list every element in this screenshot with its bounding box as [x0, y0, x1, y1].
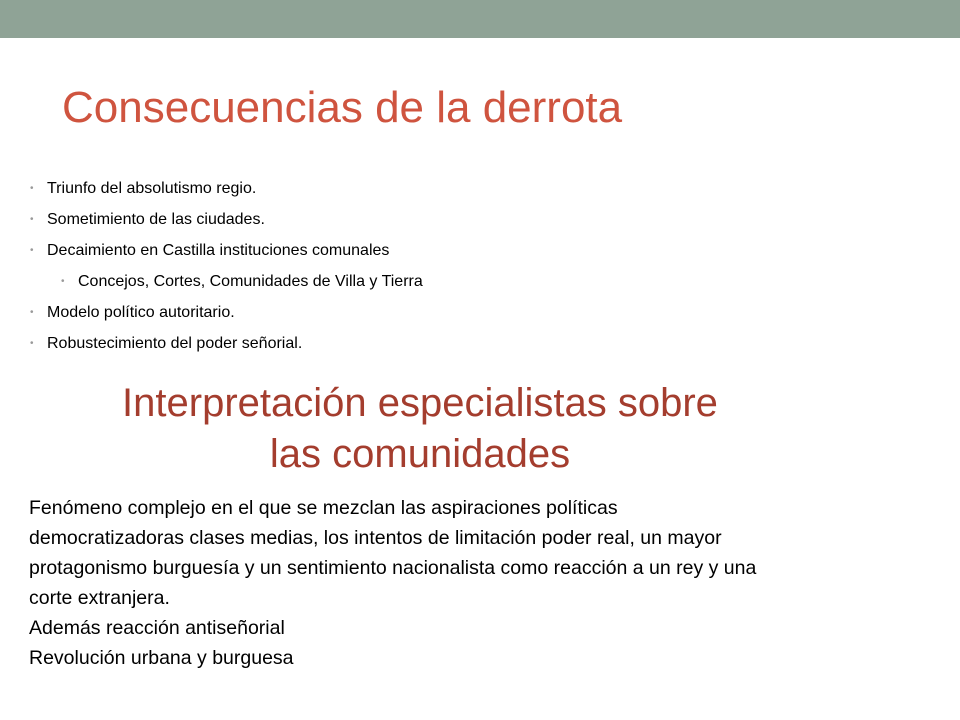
bullet-dot-icon: • [61, 276, 65, 287]
section-heading-line: Interpretación especialistas sobre [122, 381, 718, 425]
bullet-list [29, 173, 423, 359]
body-line: Además reacción antiseñorial [29, 617, 285, 639]
slide-title: Consecuencias de la derrota [62, 83, 623, 132]
bullet-dot-icon: • [30, 307, 34, 318]
bullet-item [29, 297, 423, 328]
bullet-item [29, 173, 423, 204]
bullet-item [29, 235, 423, 266]
bullet-dot-icon: • [30, 183, 34, 194]
body-line: Revolución urbana y burguesa [29, 647, 294, 669]
body-line: democratizadoras clases medias, los intentos de limitación poder real, un mayor [29, 527, 722, 549]
bullet-dot-icon: • [30, 338, 34, 349]
section-heading-line: las comunidades [269, 432, 571, 476]
top-accent-bar [0, 0, 960, 38]
section-heading [30, 378, 810, 480]
body-paragraph [29, 493, 939, 673]
body-line: protagonismo burguesía y un sentimiento nacionalista como reacción a un rey y una [29, 557, 757, 579]
bullet-item [29, 328, 423, 359]
body-line: Fenómeno complejo en el que se mezclan las aspiraciones políticas [29, 497, 618, 519]
bullet-item [29, 204, 423, 235]
sub-bullet-item [60, 266, 423, 297]
bullet-text: Decaimiento en Castilla instituciones comunales [47, 242, 390, 259]
bullet-dot-icon: • [30, 245, 34, 256]
bullet-text: Modelo político autoritario. [47, 304, 235, 321]
bullet-text: Sometimiento de las ciudades. [47, 211, 265, 228]
bullet-text: Triunfo del absolutismo regio. [47, 180, 257, 197]
bullet-text: Robustecimiento del poder señorial. [47, 335, 303, 352]
body-line: corte extranjera. [29, 587, 170, 609]
bullet-dot-icon: • [30, 214, 34, 225]
bullet-text: Concejos, Cortes, Comunidades de Villa y Tierra [78, 273, 423, 290]
